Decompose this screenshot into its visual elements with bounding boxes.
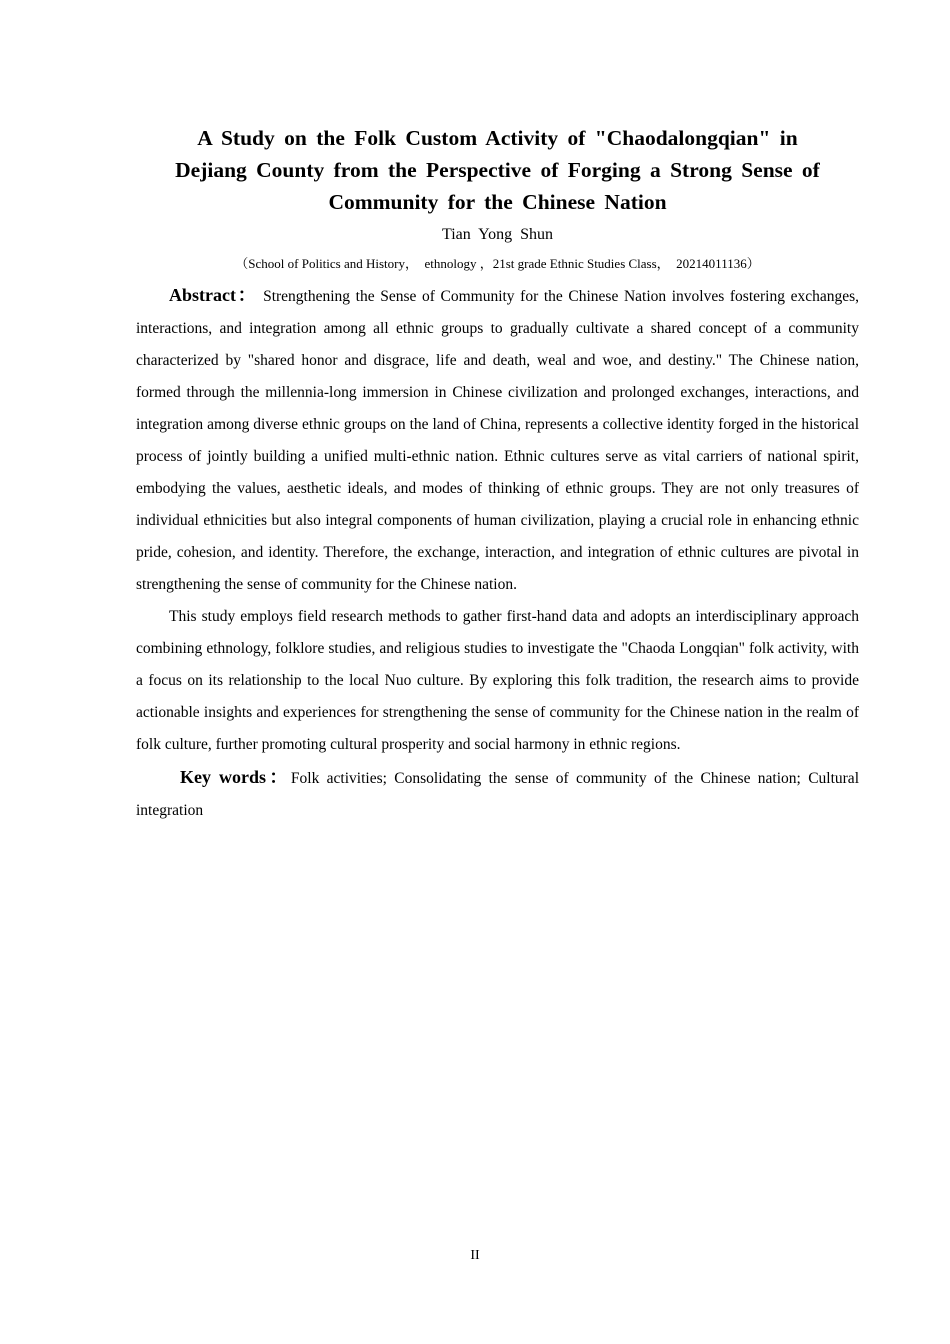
abstract-paragraph-1 [136,279,859,601]
keywords-label: Key words： [180,767,291,787]
keywords-text: Folk activities; Consolidating the sense of community of the Chinese nation; Cultural integration [136,770,859,819]
abstract-text-1: Strengthening the Sense of Community for the Chinese Nation involves fostering exchanges, interactions, and integration among all ethnic groups to gradually cultivate a shared concept of a community characterized by "shared honor and disgrace, life and death, weal and woe, and destiny." The Chinese nation, formed through the millennia-long immersion in Chinese civilization and prolonged exchanges, interactions, and integration among diverse ethnic groups on the land of China, represents a collective identity forged in the historical process of jointly building a unified multi-ethnic nation. Ethnic cultures serve as vital carriers of national spirit, embodying the values, aesthetic ideals, and modes of thinking of ethnic groups. They are not only treasures of individual ethnicities but also integral components of human civilization, playing a crucial role in enhancing ethnic pride, cohesion, and identity. Therefore, the exchange, interaction, and integration of ethnic cultures are pivotal in strengthening the sense of community for the Chinese nation. [136,288,860,593]
keywords-paragraph [136,761,859,827]
abstract-label: Abstract： [169,285,258,305]
paper-title [136,122,859,218]
abstract-paragraph-2: This study employs field research methods to gather first-hand data and adopts an interdisciplinary approach combining ethnology, folklore studies, and religious studies to investigate the "Chaoda Longqian" folk activity, with a focus on its relationship to the local Nuo culture. By exploring this folk tradition, the research aims to provide actionable insights and experiences for strengthening the sense of community for the Chinese nation in the realm of folk culture, further promoting cultural prosperity and social harmony in ethnic regions. [136,608,859,753]
author-name: Tian Yong Shun [441,226,553,243]
page-number: II [470,1248,480,1263]
author-affiliation: （School of Politics and History， ethnology ，21st grade Ethnic Studies Class， 20214011136） [235,256,760,271]
title-line-2: Dejiang County from the Perspective of Forging a Strong Sense of [175,158,820,182]
title-line-1: A Study on the Folk Custom Activity of "Chaodalongqian" in [197,126,798,150]
document-page [136,122,859,827]
title-line-3: Community for the Chinese Nation [328,190,667,214]
